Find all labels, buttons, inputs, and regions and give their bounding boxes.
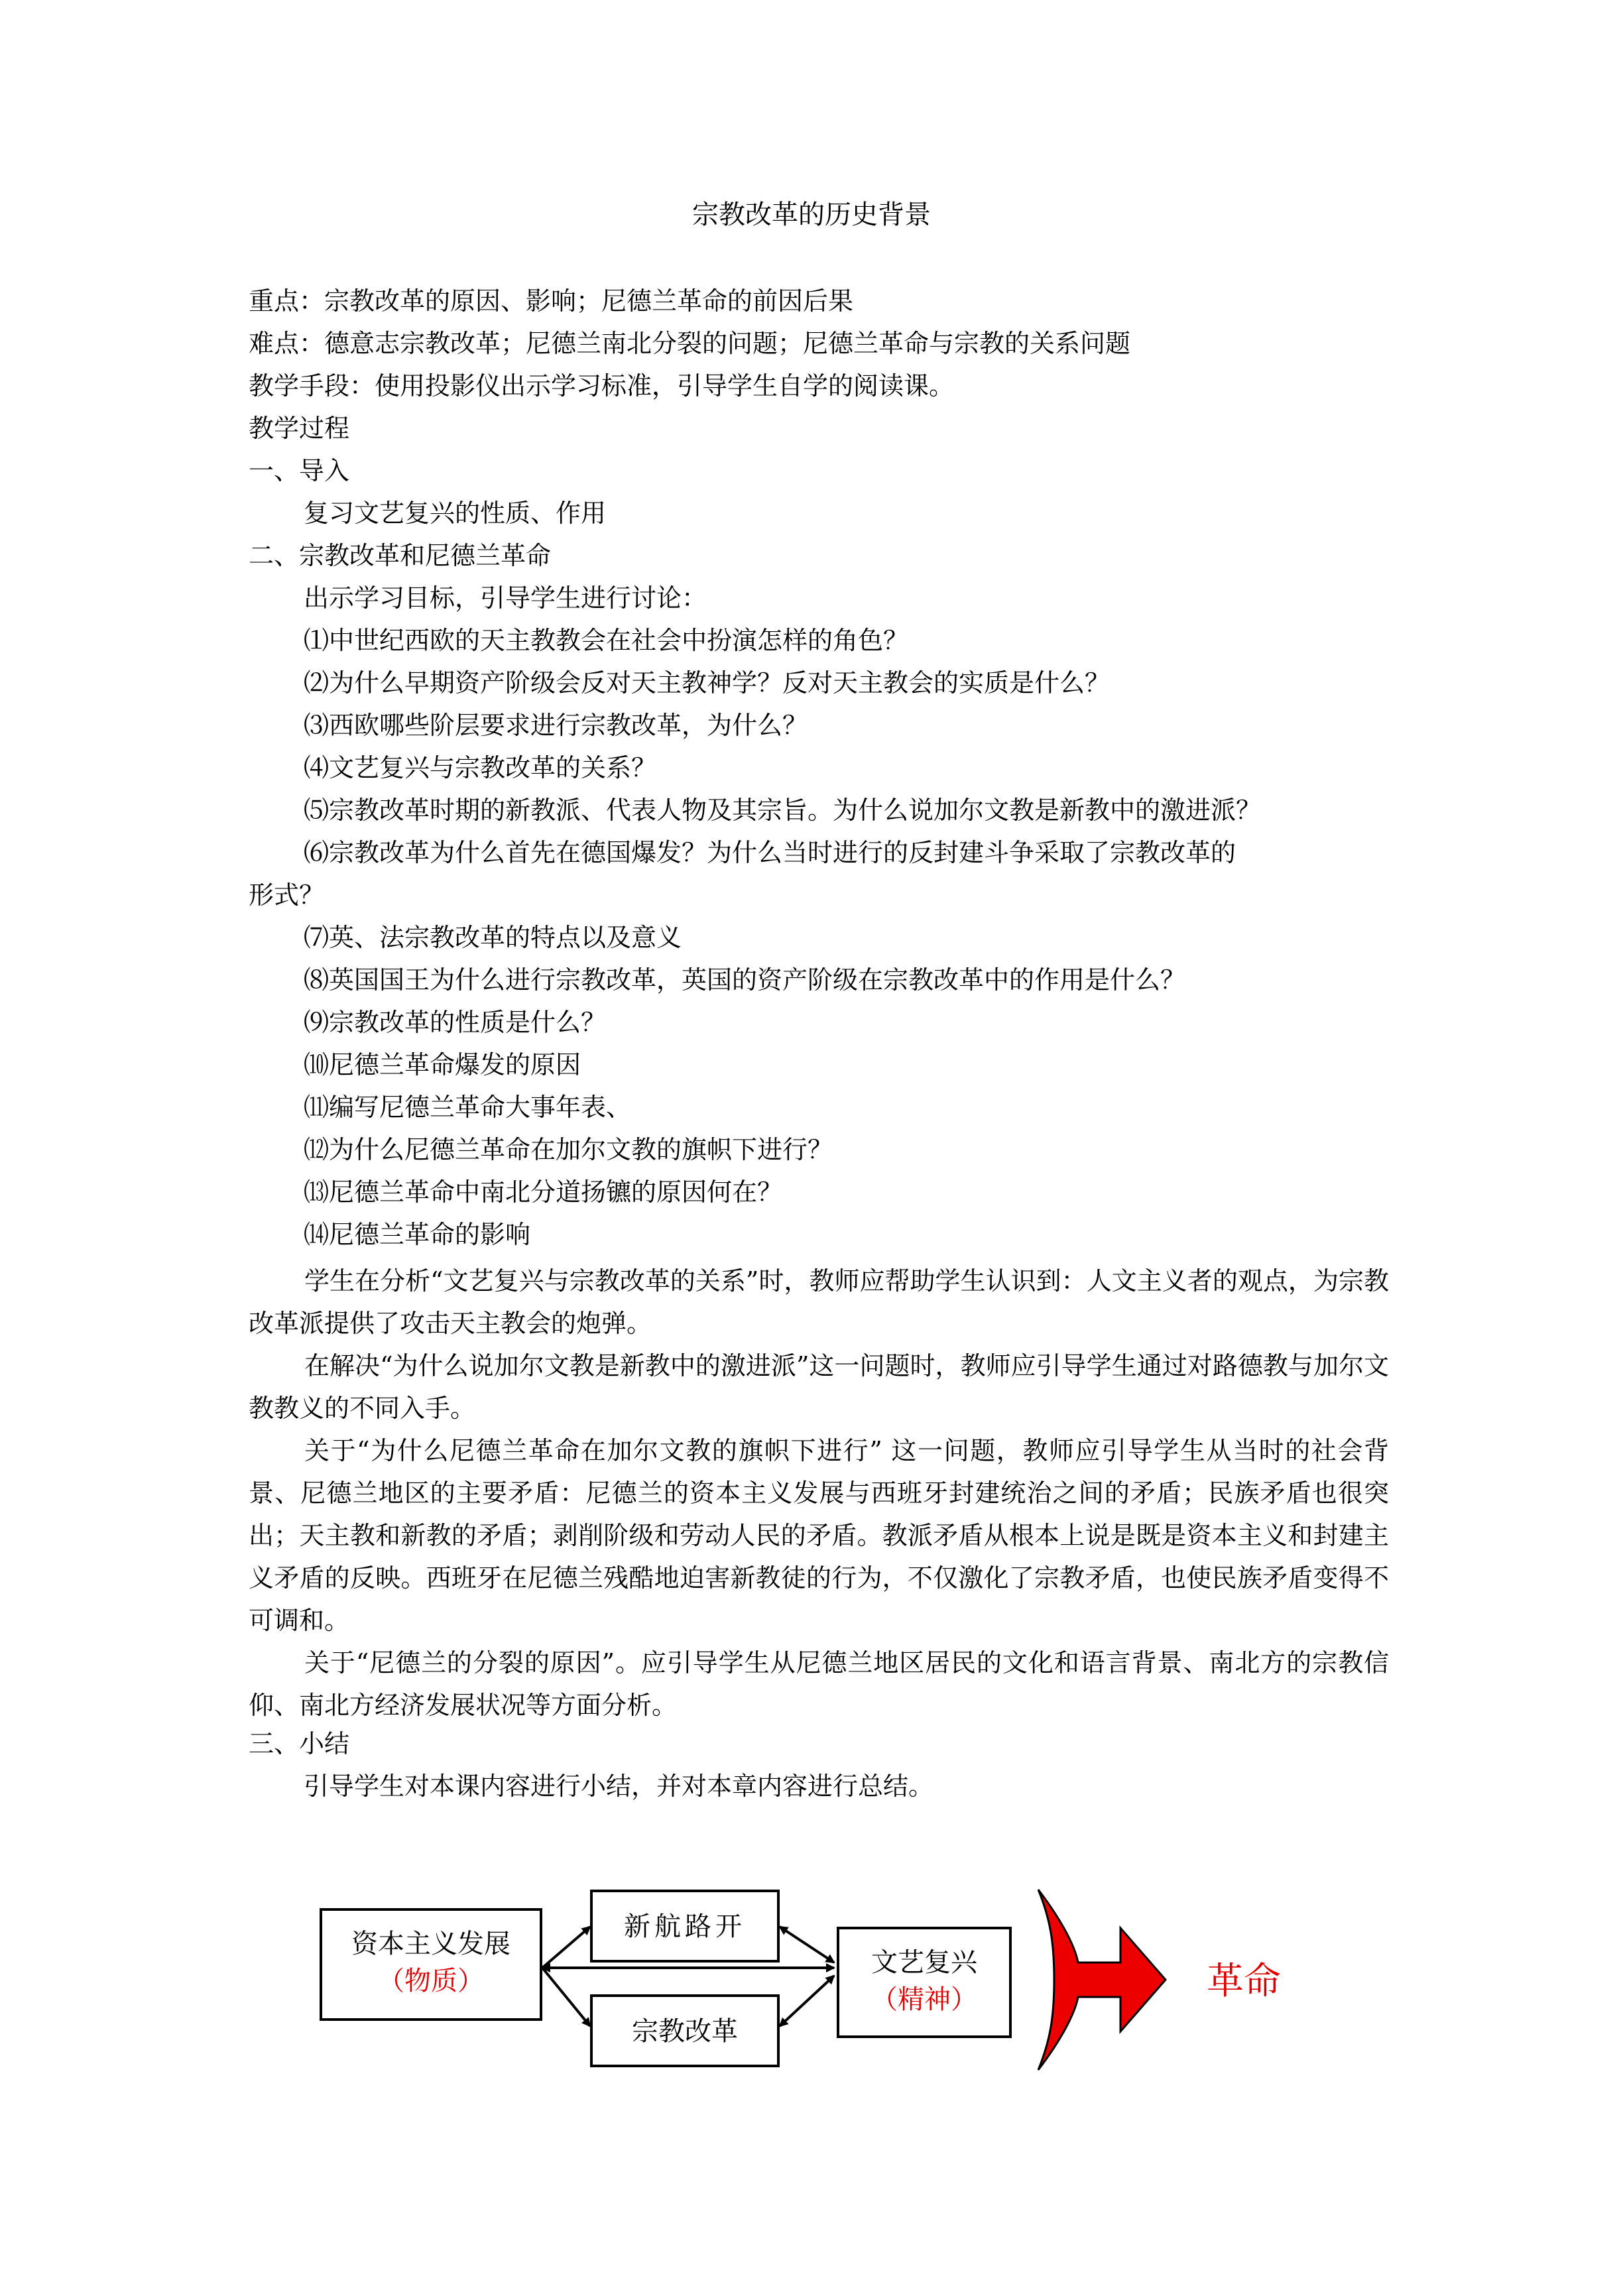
- big-red-arrow-icon: [1038, 1890, 1166, 2070]
- question-item: ⑻英国国王为什么进行宗教改革，英国的资产阶级在宗教改革中的作用是什么？: [304, 965, 1186, 995]
- section-text-intro: 复习文艺复兴的性质、作用: [304, 499, 607, 528]
- section-intro-reformation: 出示学习目标，引导学生进行讨论：: [304, 583, 707, 613]
- key-points: 重点：宗教改革的原因、影响；尼德兰革命的前因后果: [249, 286, 854, 316]
- question-item-continued: 形式？: [249, 880, 325, 910]
- teaching-process-heading: 教学过程: [249, 414, 350, 443]
- question-item: ⑷文艺复兴与宗教改革的关系？: [304, 753, 657, 782]
- question-item: ⒀尼德兰革命中南北分道扬镳的原因何在？: [304, 1178, 783, 1207]
- question-item: ⑺英、法宗教改革的特点以及意义: [304, 923, 682, 952]
- section-heading-summary: 三、小结: [249, 1729, 350, 1758]
- box-reformation-label: 宗教改革: [632, 2016, 738, 2047]
- question-item: ⑽尼德兰革命爆发的原因: [304, 1050, 581, 1079]
- box-renaissance: [837, 1927, 1012, 2038]
- paragraph: 学生在分析“文艺复兴与宗教改革的关系”时，教师应帮助学生认识到：人文主义者的观点，为宗教改革派提供了攻击天主教会的炮弹。: [249, 1266, 1389, 1338]
- question-item: ⑴中世纪西欧的天主教教会在社会中扮演怎样的角色？: [304, 626, 909, 655]
- paragraph: 关于“尼德兰的分裂的原因”。应引导学生从尼德兰地区居民的文化和语言背景、南北方的宗教信仰、南北方经济发展状况等方面分析。: [249, 1648, 1389, 1720]
- diagram-connectors: [0, 1870, 1623, 2095]
- box-capitalism: [320, 1908, 542, 2021]
- arrow-to-new-route: [542, 1927, 590, 1968]
- question-item: ⑵为什么早期资产阶级会反对天主教神学？反对天主教会的实质是什么？: [304, 668, 1111, 697]
- section-text-summary: 引导学生对本课内容进行小结，并对本章内容进行总结。: [304, 1772, 934, 1801]
- question-item: ⑾编写尼德兰革命大事年表、: [304, 1093, 632, 1122]
- box-new-route: [590, 1890, 780, 1963]
- question-item: ⑶西欧哪些阶层要求进行宗教改革，为什么？: [304, 711, 808, 740]
- question-item: ⑸宗教改革时期的新教派、代表人物及其宗旨。为什么说加尔文教是新教中的激进派？: [304, 796, 1262, 825]
- question-item: ⑼宗教改革的性质是什么？: [304, 1008, 607, 1037]
- difficult-points: 难点：德意志宗教改革；尼德兰南北分裂的问题；尼德兰革命与宗教的关系问题: [249, 329, 1131, 358]
- box-reformation: [590, 1994, 780, 2067]
- box-capitalism-label: 资本主义发展: [351, 1929, 511, 1959]
- arrow-to-reformation: [542, 1968, 590, 2026]
- teaching-method: 教学手段：使用投影仪出示学习标准，引导学生自学的阅读课。: [249, 371, 955, 400]
- box-new-route-label: 新航路开: [624, 1911, 746, 1942]
- section-heading-intro: 一、导入: [249, 456, 350, 485]
- arrow-reformation-renaissance: [780, 1976, 834, 2026]
- flow-diagram: [0, 1870, 1623, 2095]
- question-item: ⒁尼德兰革命的影响: [304, 1220, 531, 1249]
- box-renaissance-sublabel: （精神）: [871, 1984, 977, 2015]
- paragraph: 在解决“为什么说加尔文教是新教中的激进派”这一问题时，教师应引导学生通过对路德教与加尔文教教义的不同入手。: [249, 1351, 1389, 1423]
- question-item: ⑹宗教改革为什么首先在德国爆发？为什么当时进行的反封建斗争采取了宗教改革的: [304, 838, 1236, 867]
- paragraph: 关于“为什么尼德兰革命在加尔文教的旗帜下进行” 这一问题，教师应引导学生从当时的社会背景、尼德兰地区的主要矛盾：尼德兰的资本主义发展与西班牙封建统治之间的矛盾；民族矛盾也很突出；天主教和新教的矛盾；剥削阶级和劳动人民的矛盾。教派矛盾从根本上说是既是资本主义和封建主义矛盾的反映。西班牙在尼德兰残酷地迫害新教徒的行为，不仅激化了宗教矛盾，也使民族矛盾变得不可调和。: [249, 1436, 1389, 1635]
- question-item: ⑿为什么尼德兰革命在加尔文教的旗帜下进行？: [304, 1135, 833, 1164]
- box-renaissance-label: 文艺复兴: [871, 1947, 977, 1978]
- page-title: 宗教改革的历史背景: [692, 200, 931, 230]
- arrow-new-route-renaissance: [780, 1927, 834, 1963]
- revolution-label: 革命: [1207, 1960, 1281, 2003]
- box-capitalism-sublabel: （物质）: [378, 1966, 484, 1996]
- section-heading-reformation: 二、宗教改革和尼德兰革命: [249, 541, 552, 570]
